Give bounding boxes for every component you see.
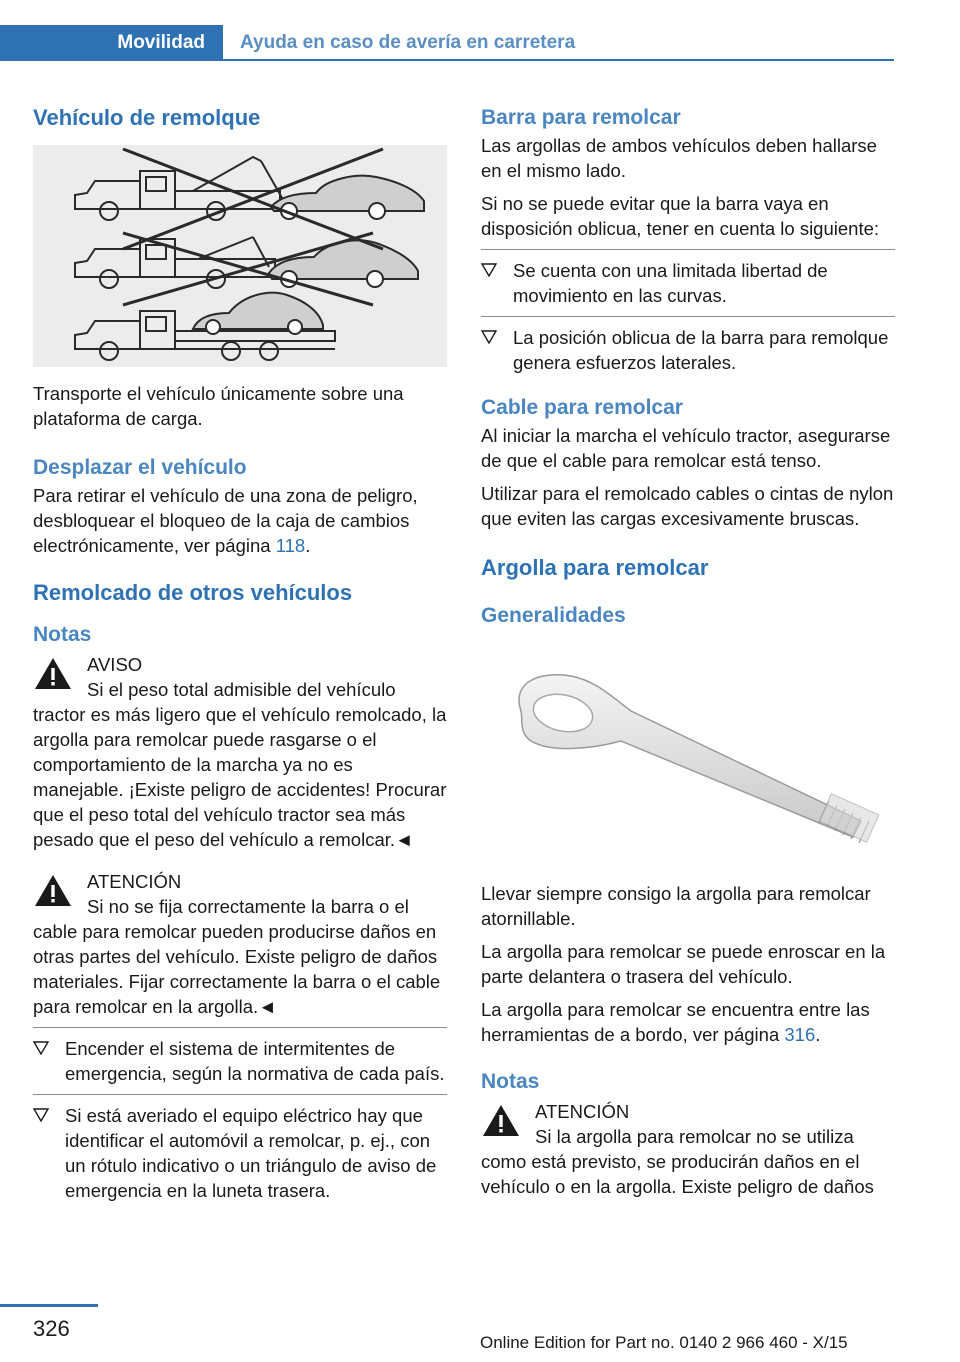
heading-cable: Cable para remolcar	[481, 396, 683, 419]
list-item-text: Si está averiado el equipo eléctrico hay que identificar el automóvil a remolcar, p. ej., con un rótulo indicativo o un triángulo de aviso de emergencia en la luneta trasera.	[65, 1105, 437, 1201]
bullet-triangle-icon	[33, 1108, 49, 1122]
list-item-text: Encender el sistema de intermitentes de emergencia, según la normativa de cada país.	[65, 1038, 445, 1084]
warning-atencion-left	[33, 869, 447, 1019]
warning-atencion-left-text: Si no se fija correctamente la barra o el cable para remolcar pueden producirse daños en otras partes del vehículo. Existe peligro de daños materiales. Fijar correctamente la barra o el cable para remolcar en la argolla.◄	[33, 896, 441, 1017]
text-argolla-1: Llevar siempre consigo la argolla para remolcar atornillable.	[481, 883, 871, 929]
tab-section-title[interactable]: Ayuda en caso de avería en carretera	[240, 32, 576, 53]
heading-argolla: Argolla para remolcar	[481, 555, 709, 580]
heading-notas-left: Notas	[33, 623, 92, 646]
text-cable-2: Utilizar para el remolcado cables o cintas de nylon que eviten las cargas excesivamente bruscas.	[481, 483, 894, 529]
warning-aviso-title: AVISO	[87, 654, 143, 675]
list-item	[33, 1036, 447, 1086]
warning-triangle-icon	[481, 1103, 521, 1139]
right-column	[481, 103, 895, 1199]
tab-movilidad[interactable]: Movilidad	[0, 25, 223, 61]
text-transporte: Transporte el vehículo únicamente sobre una plataforma de carga.	[33, 383, 404, 429]
heading-remolcado: Remolcado de otros vehículos	[33, 580, 353, 605]
text-desplazar-end: .	[305, 535, 311, 556]
tow-truck-diagram-icon	[33, 145, 447, 367]
list-item	[481, 325, 895, 375]
text-argolla-3-end: .	[815, 1024, 821, 1045]
bullet-triangle-icon	[481, 330, 497, 344]
heading-vehiculo-remolque: Vehículo de remolque	[33, 105, 261, 130]
left-bullet-list	[33, 1036, 447, 1203]
divider	[481, 249, 895, 250]
warning-triangle-icon	[33, 873, 73, 909]
warning-atencion-right	[481, 1099, 895, 1199]
text-cable-1: Al iniciar la marcha el vehículo tractor, asegurarse de que el cable para remolcar está tenso.	[481, 425, 891, 471]
footer-rule	[0, 1304, 98, 1307]
page-number: 326	[33, 1316, 70, 1341]
warning-atencion-right-text: Si la argolla para remolcar no se utiliza como está previsto, se producirán daños en el vehículo o en la argolla. Existe peligro de daños	[481, 1126, 874, 1197]
divider	[33, 1027, 447, 1028]
warning-atencion-left-title: ATENCIÓN	[87, 871, 182, 892]
list-item	[481, 258, 895, 308]
link-page-118[interactable]: 118	[275, 535, 306, 556]
tow-eye-bolt-icon	[481, 641, 895, 871]
heading-generalidades: Generalidades	[481, 604, 626, 627]
list-item	[33, 1103, 447, 1203]
warning-triangle-icon	[33, 656, 73, 692]
list-item-text: La posición oblicua de la barra para remolque genera esfuerzos laterales.	[513, 327, 889, 373]
tow-hook-illustration	[481, 641, 895, 871]
text-desplazar-body: Para retirar el vehículo de una zona de peligro, desbloquear el bloqueo de la caja de cambios electrónicamente, ver página	[33, 485, 418, 556]
text-argolla-3	[481, 997, 895, 1047]
warning-aviso	[33, 652, 447, 852]
bullet-triangle-icon	[481, 263, 497, 277]
warning-atencion-right-title: ATENCIÓN	[535, 1101, 630, 1122]
list-item-text: Se cuenta con una limitada libertad de movimiento en las curvas.	[513, 260, 828, 306]
header-rule	[0, 59, 894, 61]
right-bullet-list	[481, 258, 895, 375]
link-page-316[interactable]: 316	[784, 1024, 816, 1045]
footer-edition: Online Edition for Part no. 0140 2 966 460 - X/15	[480, 1333, 848, 1352]
divider	[481, 316, 895, 317]
left-column	[33, 103, 447, 1203]
heading-notas-right: Notas	[481, 1070, 540, 1093]
text-argolla-3-body: La argolla para remolcar se encuentra entre las herramientas de a bordo, ver página	[481, 999, 870, 1045]
warning-aviso-text: Si el peso total admisible del vehículo tractor es más ligero que el vehículo remolcado, la argolla para remolcar puede rasgarse o el comportamiento de la marcha ya no es manejable. ¡Existe peligro de accidentes! Procurar que el peso total del vehículo tractor sea más pesado que el peso del vehículo a remolcar.◄	[33, 679, 447, 850]
text-argolla-2: La argolla para remolcar se puede enroscar en la parte delantera o trasera del vehículo.	[481, 941, 886, 987]
text-barra-1: Las argollas de ambos vehículos deben hallarse en el mismo lado.	[481, 135, 877, 181]
text-desplazar	[33, 483, 447, 558]
heading-desplazar: Desplazar el vehículo	[33, 456, 247, 479]
text-barra-2: Si no se puede evitar que la barra vaya en disposición oblicua, tener en cuenta lo siguiente:	[481, 193, 880, 239]
divider	[33, 1094, 447, 1095]
tow-truck-illustration	[33, 145, 447, 367]
bullet-triangle-icon	[33, 1041, 49, 1055]
heading-barra: Barra para remolcar	[481, 106, 681, 129]
